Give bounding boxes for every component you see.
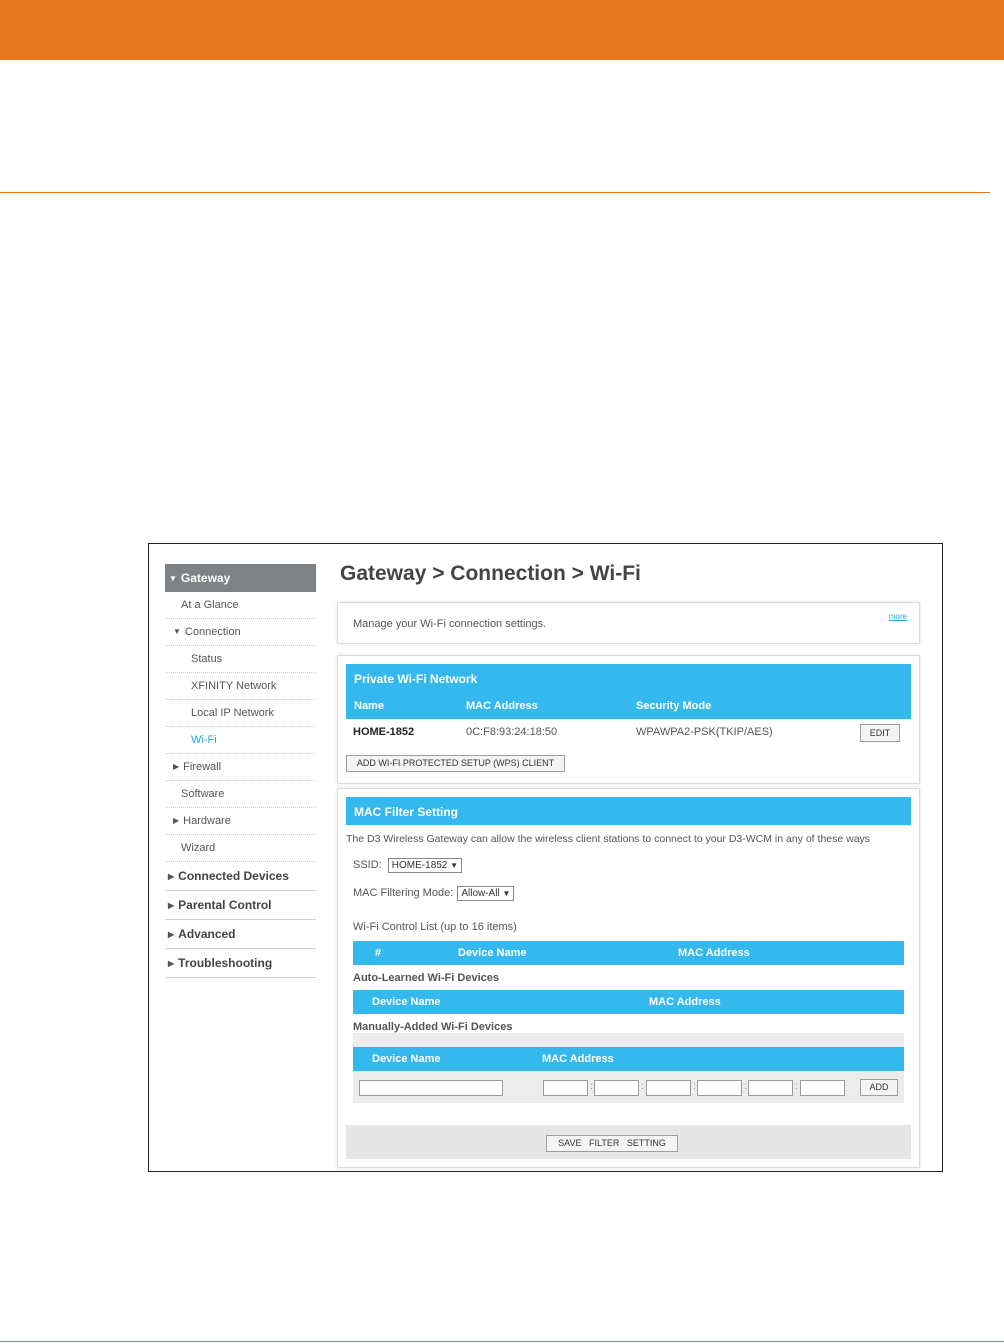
manual-added-header [353, 1047, 904, 1071]
dropdown-arrow-icon: ▼ [502, 889, 511, 898]
auto-learned-header [353, 990, 904, 1014]
sidebar-item-wifi[interactable]: Wi-Fi [165, 727, 316, 754]
mac-octet-6-input[interactable] [800, 1080, 845, 1096]
mac-separator: : [795, 1081, 798, 1092]
ssid-row [353, 858, 462, 873]
mac-separator: : [641, 1081, 644, 1092]
ssid-select[interactable]: HOME-1852 ▼ [388, 858, 462, 873]
section-title: MAC Filter Setting [354, 805, 458, 819]
sidebar-item-at-a-glance[interactable]: At a Glance [165, 592, 316, 619]
mac-separator: : [744, 1081, 747, 1092]
private-wifi-card [337, 655, 920, 784]
sidebar-item-troubleshooting[interactable]: ▶ Troubleshooting [165, 949, 316, 978]
filter-mode-select[interactable]: Allow-All ▼ [457, 886, 514, 901]
mac-filter-header [346, 797, 911, 825]
sidebar-item-parental-control[interactable]: ▶ Parental Control [165, 891, 316, 920]
caret-right-icon: ▶ [168, 930, 175, 939]
caret-down-icon: ▼ [169, 574, 177, 583]
page-title: Gateway > Connection > Wi-Fi [340, 562, 641, 585]
document-header-bar [0, 0, 1004, 60]
mac-filter-card [337, 788, 920, 1168]
column-header-name: Name [354, 700, 384, 712]
column-header-device-name: Device Name [372, 1053, 441, 1065]
column-header-security: Security Mode [636, 700, 712, 712]
sidebar-item-connection[interactable]: ▼ Connection [165, 619, 316, 646]
ssid-label: SSID: [353, 859, 382, 871]
mac-octet-4-input[interactable] [697, 1080, 742, 1096]
caret-down-icon: ▼ [173, 627, 181, 636]
sidebar-item-firewall[interactable]: ▶ Firewall [165, 754, 316, 781]
add-device-button[interactable]: ADD [860, 1079, 898, 1096]
edit-button[interactable]: EDIT [860, 724, 900, 742]
mac-filter-description: The D3 Wireless Gateway can allow the wireless client stations to connect to your D3-WCM in any of these ways [346, 833, 871, 845]
sidebar-item-hardware[interactable]: ▶ Hardware [165, 808, 316, 835]
section-title: Private Wi-Fi Network [354, 672, 478, 686]
save-bar [346, 1125, 911, 1159]
control-list-header [353, 941, 904, 965]
mac-separator: : [590, 1081, 593, 1092]
caret-right-icon: ▶ [173, 762, 180, 771]
network-mac: 0C:F8:93:24:18:50 [466, 726, 558, 738]
column-header-number: # [375, 947, 382, 959]
column-header-mac: MAC Address [649, 996, 721, 1008]
sidebar-nav [165, 564, 316, 978]
column-header-mac: MAC Address [542, 1053, 614, 1065]
more-link[interactable]: more [888, 612, 907, 621]
save-filter-setting-button[interactable]: SAVE FILTER SETTING [546, 1135, 678, 1152]
sidebar-item-xfinity-network[interactable]: XFINITY Network [165, 673, 316, 700]
filter-mode-label: MAC Filtering Mode: [353, 887, 454, 899]
mac-octet-2-input[interactable] [594, 1080, 639, 1096]
sidebar-item-advanced[interactable]: ▶ Advanced [165, 920, 316, 949]
private-wifi-header [346, 664, 911, 719]
filter-mode-row [353, 886, 514, 901]
column-header-device-name: Device Name [372, 996, 441, 1008]
dropdown-arrow-icon: ▼ [450, 861, 459, 870]
auto-learned-label: Auto-Learned Wi-Fi Devices [353, 972, 499, 984]
mac-octet-1-input[interactable] [543, 1080, 588, 1096]
intro-card [337, 602, 920, 644]
sidebar-item-software[interactable]: Software [165, 781, 316, 808]
caret-right-icon: ▶ [168, 872, 175, 881]
network-name: HOME-1852 [353, 726, 415, 738]
add-wps-client-button[interactable]: ADD WI-FI PROTECTED SETUP (WPS) CLIENT [346, 755, 565, 772]
document-header-rule [0, 192, 990, 193]
mac-octet-5-input[interactable] [748, 1080, 793, 1096]
caret-right-icon: ▶ [173, 816, 180, 825]
intro-text: Manage your Wi-Fi connection settings. [353, 618, 547, 630]
caret-right-icon: ▶ [168, 959, 175, 968]
sidebar-item-status[interactable]: Status [165, 646, 316, 673]
column-header-device-name: Device Name [458, 947, 527, 959]
sidebar-item-wizard[interactable]: Wizard [165, 835, 316, 862]
mac-separator: : [693, 1081, 696, 1092]
device-name-input[interactable] [359, 1080, 503, 1096]
sidebar-item-connected-devices[interactable]: ▶ Connected Devices [165, 862, 316, 891]
column-header-mac: MAC Address [466, 700, 538, 712]
control-list-label: Wi-Fi Control List (up to 16 items) [353, 921, 517, 933]
mac-octet-3-input[interactable] [646, 1080, 691, 1096]
sidebar-item-local-ip-network[interactable]: Local IP Network [165, 700, 316, 727]
column-header-mac: MAC Address [678, 947, 750, 959]
caret-right-icon: ▶ [168, 901, 175, 910]
document-footer-rule [0, 1341, 1004, 1342]
manually-added-label: Manually-Added Wi-Fi Devices [353, 1021, 513, 1033]
screenshot-frame [148, 543, 943, 1172]
sidebar-item-gateway[interactable]: ▼ Gateway [165, 564, 316, 592]
network-security-mode: WPAWPA2-PSK(TKIP/AES) [636, 726, 773, 738]
